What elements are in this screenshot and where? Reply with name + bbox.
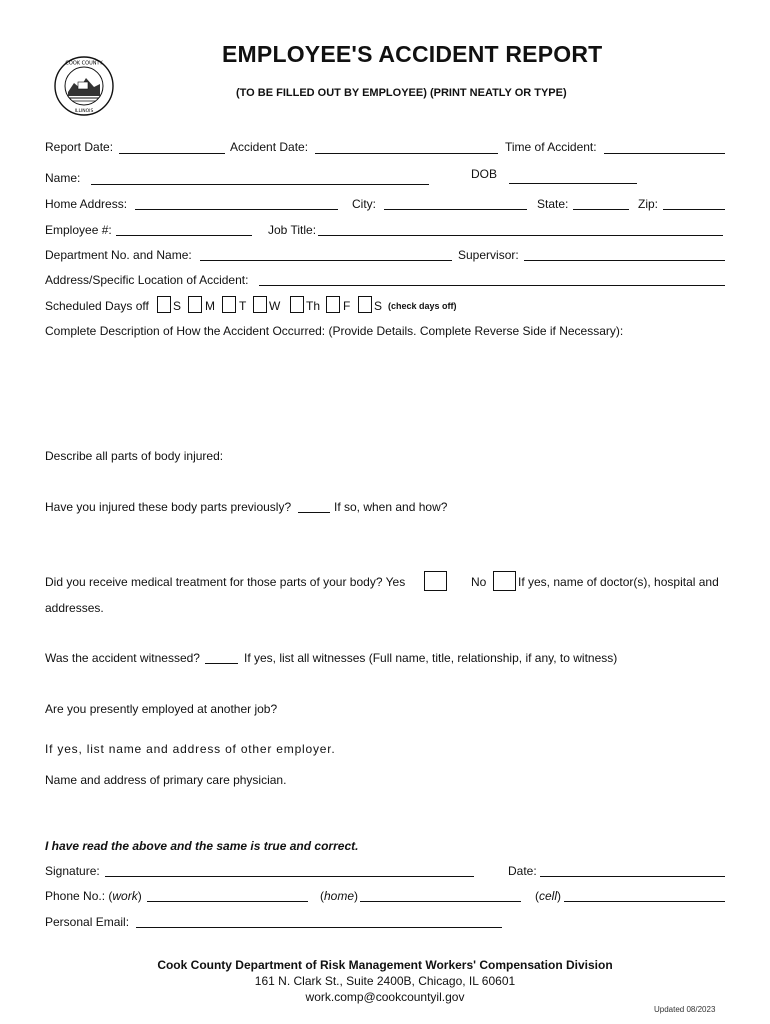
svg-text:ILLINOIS: ILLINOIS bbox=[74, 109, 94, 114]
page-subtitle: (TO BE FILLED OUT BY EMPLOYEE) (PRINT NEATLY OR TYPE) bbox=[236, 87, 567, 99]
dob-label: DOB bbox=[471, 167, 498, 181]
day-label-thursday: Th bbox=[306, 299, 321, 313]
city-field[interactable] bbox=[384, 209, 527, 210]
day-checkbox-tuesday[interactable] bbox=[222, 296, 236, 313]
medical-treatment-label: Did you receive medical treatment for those parts of your body? Yes bbox=[45, 575, 406, 589]
name-field[interactable] bbox=[91, 184, 429, 185]
time-of-accident-field[interactable] bbox=[604, 153, 725, 154]
certification-statement: I have read the above and the same is true and correct. bbox=[45, 839, 359, 853]
day-label-sunday: S bbox=[173, 299, 182, 313]
department-label: Department No. and Name: bbox=[45, 248, 192, 262]
zip-label: Zip: bbox=[638, 197, 659, 211]
doctor-hospital-label: If yes, name of doctor(s), hospital and bbox=[518, 575, 719, 589]
date-field[interactable] bbox=[540, 876, 725, 877]
time-of-accident-label: Time of Accident: bbox=[505, 140, 597, 154]
footer-address: 161 N. Clark St., Suite 2400B, Chicago, IL 60601 bbox=[254, 974, 516, 988]
employee-number-field[interactable] bbox=[116, 235, 252, 236]
accident-date-label: Accident Date: bbox=[230, 140, 309, 154]
report-date-label: Report Date: bbox=[45, 140, 114, 154]
report-date-field[interactable] bbox=[119, 153, 225, 154]
day-checkbox-sunday[interactable] bbox=[157, 296, 171, 313]
day-label-wednesday: W bbox=[269, 299, 281, 313]
name-label: Name: bbox=[45, 171, 81, 185]
accident-date-field[interactable] bbox=[315, 153, 498, 154]
accident-description-label: Complete Description of How the Accident Occurred: (Provide Details. Complete Reverse Side if Necessary): bbox=[45, 324, 624, 338]
body-parts-injured-label: Describe all parts of body injured: bbox=[45, 449, 224, 463]
medical-treatment-yes-checkbox[interactable] bbox=[424, 571, 447, 591]
day-checkbox-friday[interactable] bbox=[326, 296, 340, 313]
previous-injury-label: Have you injured these body parts previously? bbox=[45, 500, 292, 514]
previous-injury-field[interactable] bbox=[298, 512, 330, 513]
updated-date: Updated 08/2023 bbox=[654, 1005, 716, 1014]
work-phone-field[interactable] bbox=[147, 901, 308, 902]
employee-number-label: Employee #: bbox=[45, 223, 112, 237]
body-parts-injured-area[interactable] bbox=[45, 467, 725, 495]
previous-injury-details-label: If so, when and how? bbox=[334, 500, 448, 514]
signature-field[interactable] bbox=[105, 876, 474, 877]
state-label: State: bbox=[537, 197, 569, 211]
witness-list-label: If yes, list all witnesses (Full name, title, relationship, if any, to witness) bbox=[244, 651, 618, 665]
day-label-friday: F bbox=[343, 299, 351, 313]
supervisor-label: Supervisor: bbox=[458, 248, 519, 262]
day-checkbox-saturday[interactable] bbox=[358, 296, 372, 313]
other-employer-label: If yes, list name and address of other employer. bbox=[45, 742, 336, 756]
accident-description-area[interactable] bbox=[45, 344, 725, 440]
addresses-label: addresses. bbox=[45, 601, 104, 615]
page-title: EMPLOYEE'S ACCIDENT REPORT bbox=[222, 41, 603, 67]
signature-label: Signature: bbox=[45, 864, 100, 878]
supervisor-field[interactable] bbox=[524, 260, 725, 261]
footer-email: work.comp@cookcountyil.gov bbox=[305, 990, 465, 1004]
day-label-monday: M bbox=[205, 299, 215, 313]
zip-field[interactable] bbox=[663, 209, 725, 210]
department-field[interactable] bbox=[200, 260, 452, 261]
medical-treatment-no-label: No bbox=[471, 575, 487, 589]
cell-phone-label: (cell) bbox=[535, 889, 562, 903]
home-phone-field[interactable] bbox=[360, 901, 521, 902]
accident-witnessed-label: Was the accident witnessed? bbox=[45, 651, 200, 665]
scheduled-days-off-label: Scheduled Days off bbox=[45, 299, 149, 313]
day-label-tuesday: T bbox=[239, 299, 247, 313]
primary-care-physician-label: Name and address of primary care physician. bbox=[45, 773, 287, 787]
home-address-label: Home Address: bbox=[45, 197, 128, 211]
day-checkbox-thursday[interactable] bbox=[290, 296, 304, 313]
job-title-label: Job Title: bbox=[268, 223, 317, 237]
city-label: City: bbox=[352, 197, 376, 211]
dob-field[interactable] bbox=[509, 183, 637, 184]
day-label-saturday: S bbox=[374, 299, 383, 313]
personal-email-field[interactable] bbox=[136, 927, 502, 928]
footer-department: Cook County Department of Risk Management Workers' Compensation Division bbox=[157, 958, 613, 972]
svg-text:COOK COUNTY: COOK COUNTY bbox=[65, 60, 103, 67]
cook-county-seal-logo bbox=[54, 56, 114, 116]
date-label: Date: bbox=[508, 864, 537, 878]
personal-email-label: Personal Email: bbox=[45, 915, 130, 929]
medical-treatment-no-checkbox[interactable] bbox=[493, 571, 516, 591]
home-phone-label: (home) bbox=[320, 889, 359, 903]
other-job-label: Are you presently employed at another job? bbox=[45, 702, 278, 716]
check-days-off-note: (check days off) bbox=[388, 301, 457, 311]
day-checkbox-wednesday[interactable] bbox=[253, 296, 267, 313]
day-checkbox-monday[interactable] bbox=[188, 296, 202, 313]
cell-phone-field[interactable] bbox=[564, 901, 725, 902]
job-title-field[interactable] bbox=[318, 235, 723, 236]
phone-label: Phone No.: (work) bbox=[45, 889, 142, 903]
accident-location-field[interactable] bbox=[259, 285, 725, 286]
home-address-field[interactable] bbox=[135, 209, 338, 210]
state-field[interactable] bbox=[573, 209, 629, 210]
accident-location-label: Address/Specific Location of Accident: bbox=[45, 273, 249, 287]
accident-witnessed-field[interactable] bbox=[205, 663, 238, 664]
